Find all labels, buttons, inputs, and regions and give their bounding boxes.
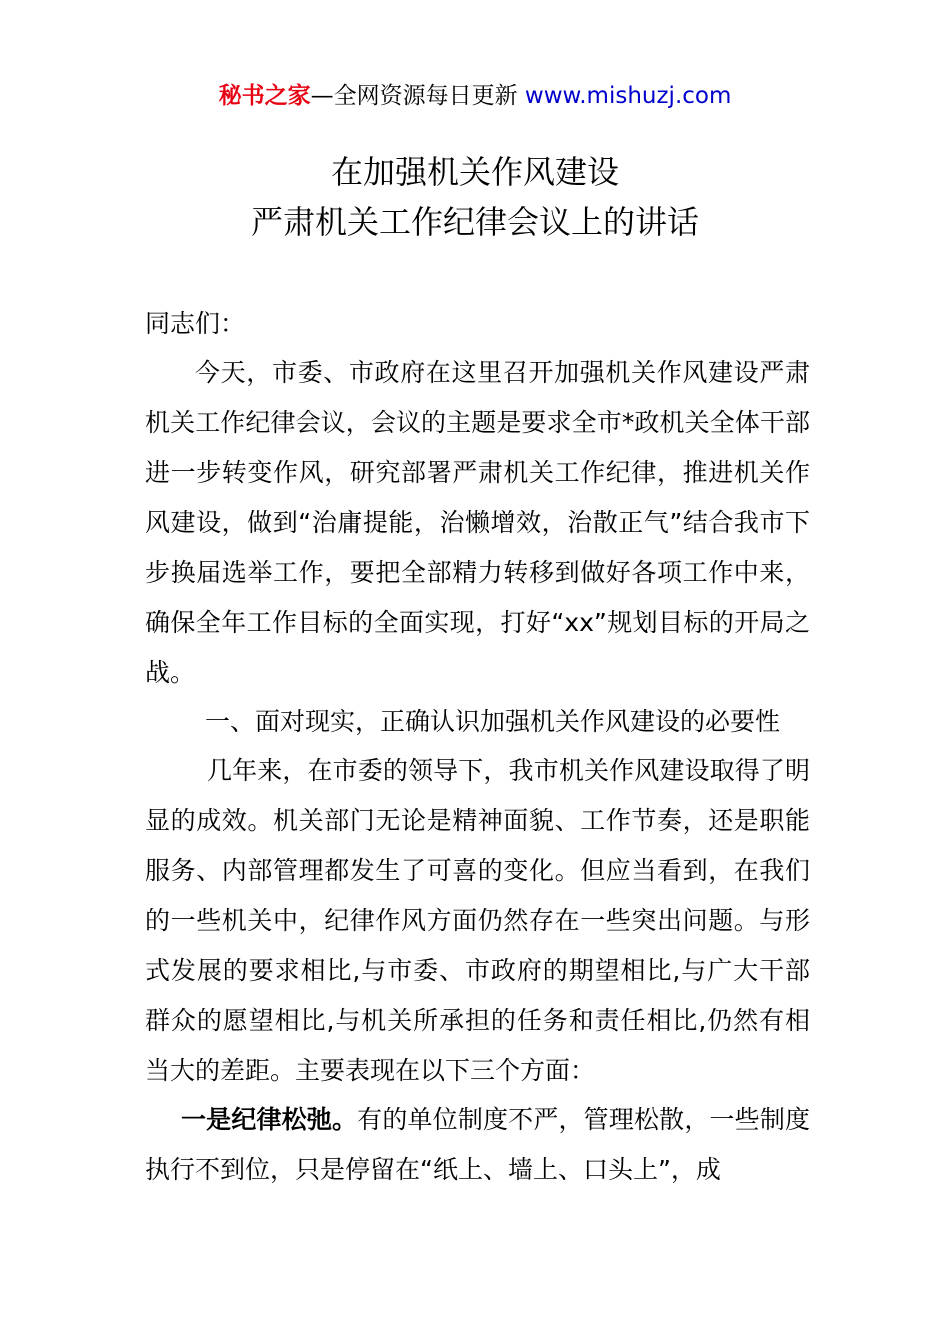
paragraph-3-body: 有的单位制度不严，管理松散，一些制度执行不到位，只是停留在“纸上、墙上、口头上”，成	[145, 1105, 810, 1184]
section-1-heading	[145, 697, 810, 747]
paragraph-3-lead: 一是纪律松弛。	[181, 1105, 358, 1134]
site-header	[0, 80, 950, 112]
paragraph-1	[145, 348, 810, 698]
paragraph-3	[145, 1095, 810, 1195]
site-tagline: —全网资源每日更新	[310, 83, 518, 109]
site-url-link[interactable]: www.mishuzj.com	[524, 83, 732, 109]
salutation-text: 同志们：	[145, 309, 246, 338]
site-brand: 秘书之家	[218, 83, 311, 109]
paragraph-2-text: 几年来，在市委的领导下，我市机关作风建设取得了明显的成效。机关部门无论是精神面貌、工作节奏，还是职能服务、内部管理都发生了可喜的变化。但应当看到，在我们的一些机关中，纪律作风方面仍然存在一些突出问题。与形式发展的要求相比,与市委、市政府的期望相比,与广大干部群众的愿望相比,与机关所承担的任务和责任相比,仍然有相当大的差距。主要表现在以下三个方面：	[145, 756, 810, 1085]
section-1-heading-text: 一、面对现实，正确认识加强机关作风建设的必要性	[205, 707, 781, 736]
document-title-line-2: 严肃机关工作纪律会议上的讲话	[250, 203, 699, 241]
paragraph-2	[145, 746, 810, 1096]
document-title-line-1: 在加强机关作风建设	[330, 153, 619, 191]
salutation	[145, 299, 810, 349]
paragraph-3-text	[145, 1095, 810, 1195]
paragraph-1-text: 今天，市委、市政府在这里召开加强机关作风建设严肃机关工作纪律会议，会议的主题是要求全市*政机关全体干部进一步转变作风，研究部署严肃机关工作纪律，推进机关作风建设，做到“治庸提能，治懒增效，治散正气”结合我市下步换届选举工作，要把全部精力转移到做好各项工作中来，确保全年工作目标的全面实现，打好“xx”规划目标的开局之战。	[145, 358, 810, 687]
